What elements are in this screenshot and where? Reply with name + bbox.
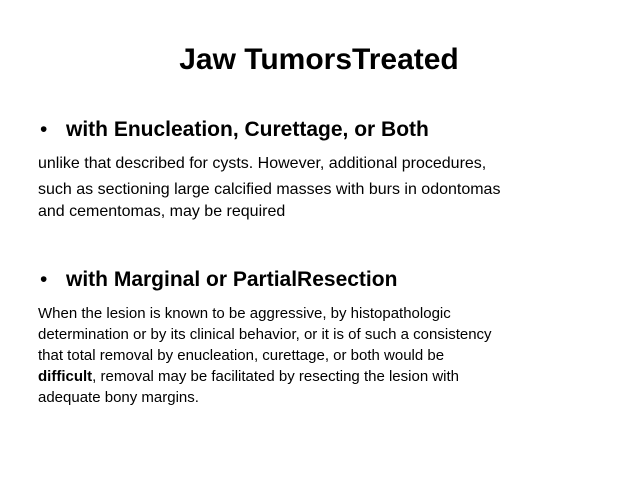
paragraph-line: that total removal by enucleation, curettage, or both would be bbox=[38, 347, 445, 364]
bullet-heading-enucleation bbox=[40, 116, 620, 144]
heading-resection-text: with Marginal or PartialResection bbox=[66, 268, 398, 291]
bullet-point: • bbox=[40, 268, 48, 291]
paragraph-line bbox=[38, 366, 623, 387]
bold-word-difficult: difficult bbox=[38, 368, 93, 385]
slide-title: Jaw TumorsTreated bbox=[179, 43, 459, 76]
paragraph-line: When the lesion is known to be aggressive, by histopathologic bbox=[38, 305, 451, 322]
body-text-line: such as sectioning large calcified masses with burs in odontomas bbox=[38, 181, 501, 198]
resection-paragraph bbox=[38, 303, 623, 408]
body-text-line: and cementomas, may be required bbox=[38, 203, 286, 220]
bullet-heading-resection bbox=[40, 266, 620, 294]
bullet-point: • bbox=[40, 118, 48, 141]
paragraph-line: adequate bony margins. bbox=[38, 389, 199, 406]
heading-enucleation-text: with Enucleation, Curettage, or Both bbox=[66, 118, 429, 141]
paragraph-line: determination or by its clinical behavior, or it is of such a consistency bbox=[38, 326, 492, 343]
paragraph-line-rest: , removal may be facilitated by resecting the lesion with bbox=[92, 368, 459, 385]
body-text-line: unlike that described for cysts. However, additional procedures, bbox=[38, 155, 487, 172]
